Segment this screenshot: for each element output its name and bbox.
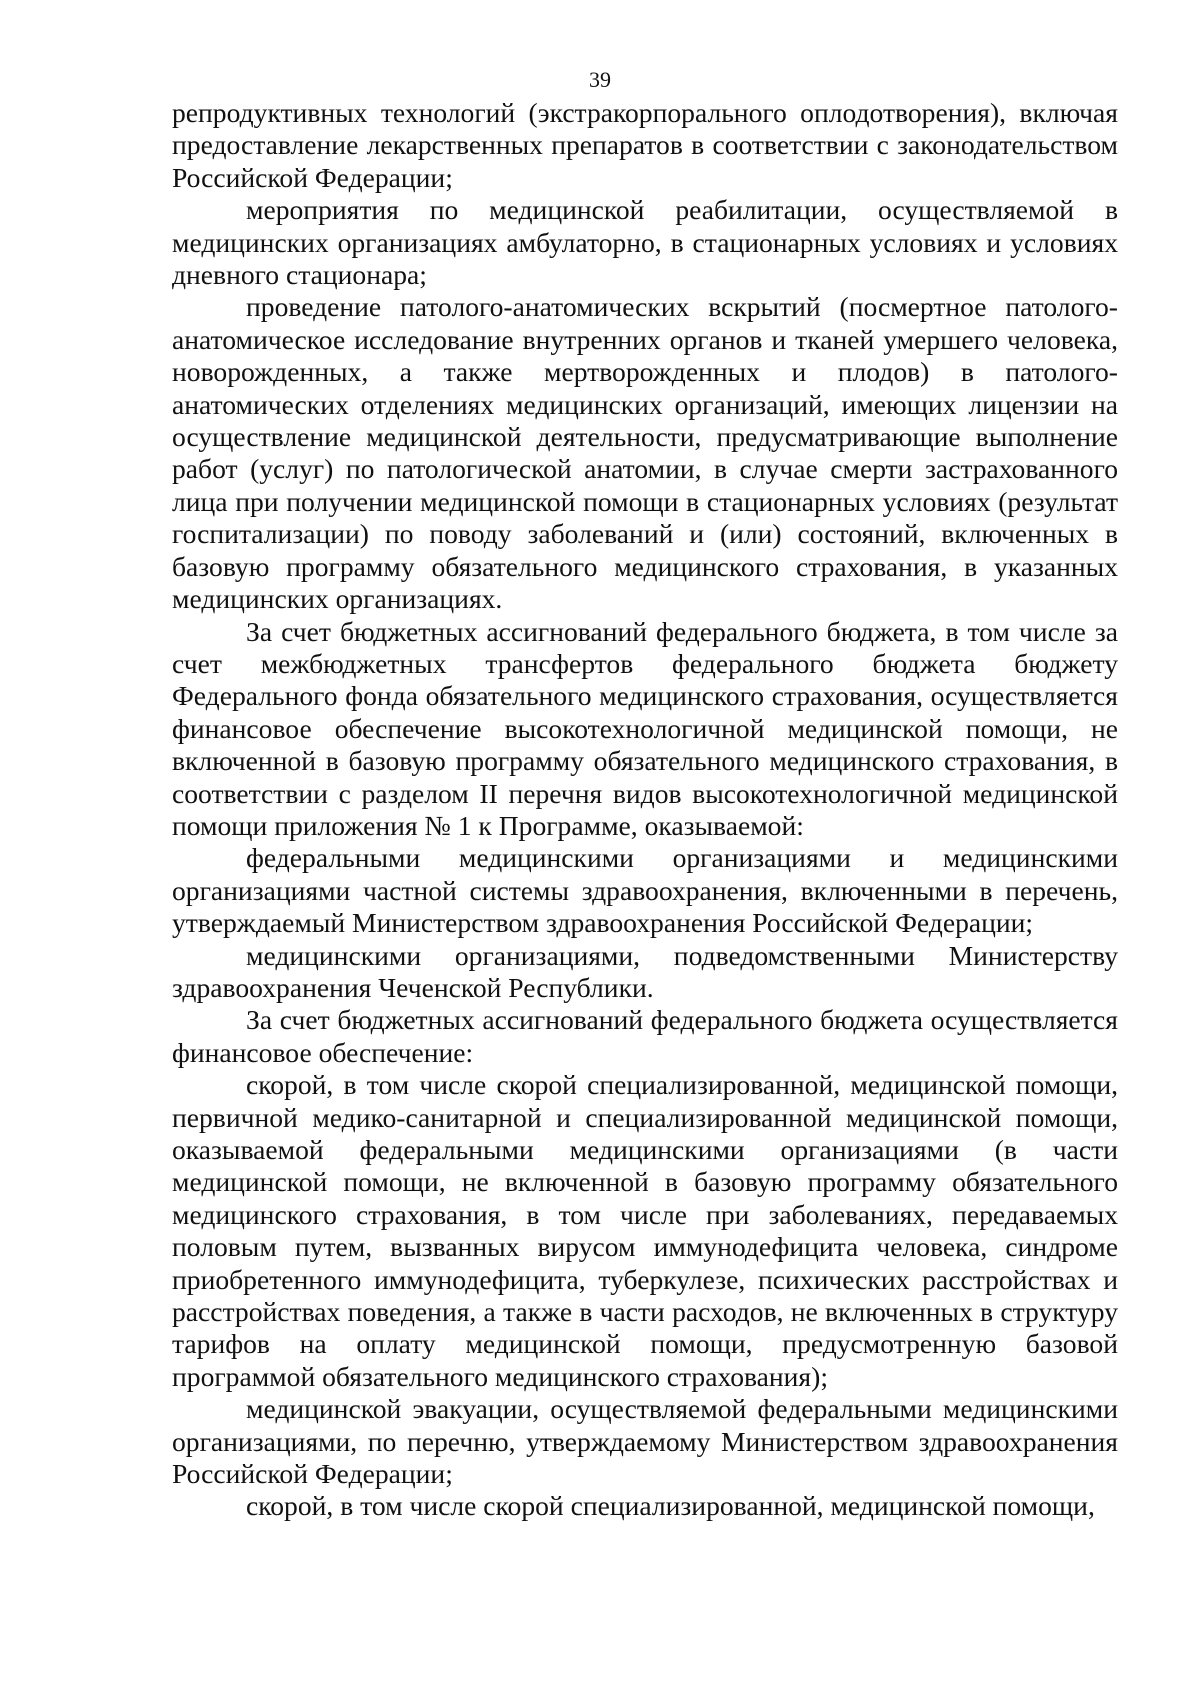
paragraph: репродуктивных технологий (экстракорпорального оплодотворения), включая предоставление лекарственных препаратов в соответствии с законодательством Российской Федерации; xyxy=(172,97,1118,193)
paragraph: медицинской эвакуации, осуществляемой федеральными медицинскими организациями, по перечню, утверждаемому Министерством здравоохранения Российской Федерации; xyxy=(172,1393,1118,1490)
document-body xyxy=(172,97,1118,1523)
paragraph: проведение патолого-анатомических вскрытий (посмертное патолого-анатомическое исследование внутренних органов и тканей умершего человека, новорожденных, а также мертворожденных и плодов) в патолого-анатомических отделениях медицинских организаций, имеющих лицензии на осуществление медицинской деятельности, предусматривающие выполнение работ (услуг) по патологической анатомии, в случае смерти застрахованного лица при получении медицинской помощи в стационарных условиях (результат госпитализации) по поводу заболеваний и (или) состояний, включенных в базовую программу обязательного медицинского страхования, в указанных медицинских организациях. xyxy=(172,291,1118,615)
page-number: 39 xyxy=(589,67,611,92)
paragraph: За счет бюджетных ассигнований федерального бюджета осуществляется финансовое обеспечение: xyxy=(172,1004,1118,1068)
paragraph: федеральными медицинскими организациями и медицинскими организациями частной системы здравоохранения, включенными в перечень, утверждаемый Министерством здравоохранения Российской Федерации; xyxy=(172,842,1118,939)
paragraph: медицинскими организациями, подведомственными Министерству здравоохранения Чеченской Республики. xyxy=(172,939,1118,1003)
paragraph: мероприятия по медицинской реабилитации, осуществляемой в медицинских организациях амбулаторно, в стационарных условиях и условиях дневного стационара; xyxy=(172,194,1118,291)
paragraph: За счет бюджетных ассигнований федерального бюджета, в том числе за счет межбюджетных трансфертов федерального бюджета бюджету Федерального фонда обязательного медицинского страхования, осуществляется финансовое обеспечение высокотехнологичной медицинской помощи, не включенной в базовую программу обязательного медицинского страхования, в соответствии с разделом II перечня видов высокотехнологичной медицинской помощи приложения № 1 к Программе, оказываемой: xyxy=(172,615,1118,841)
paragraph: скорой, в том числе скорой специализированной, медицинской помощи, первичной медико-санитарной и специализированной медицинской помощи, оказываемой федеральными медицинскими организациями (в части медицинской помощи, не включенной в базовую программу обязательного медицинского страхования, в том числе при заболеваниях, передаваемых половым путем, вызванных вирусом иммунодефицита человека, синдроме приобретенного иммунодефицита, туберкулезе, психических расстройствах и расстройствах поведения, а также в части расходов, не включенных в структуру тарифов на оплату медицинской помощи, предусмотренную базовой программой обязательного медицинского страхования); xyxy=(172,1069,1118,1392)
paragraph: скорой, в том числе скорой специализированной, медицинской помощи, xyxy=(246,1490,1095,1522)
